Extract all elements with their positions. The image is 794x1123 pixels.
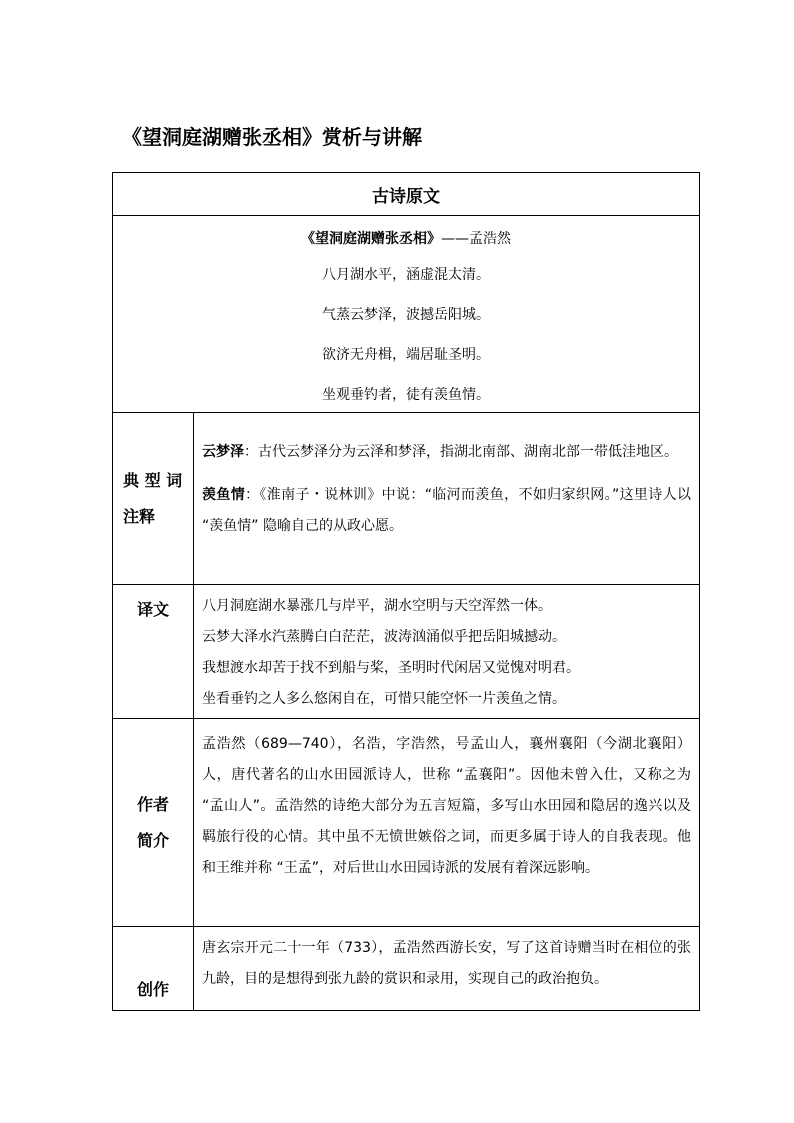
author-row (113, 719, 700, 927)
translation-line: 坐看垂钓之人多么悠闲自在，可惜只能空怀一片羡鱼之情。 (202, 691, 566, 707)
translation-label: 译文 (113, 585, 194, 719)
poem-line: 八月湖水平，涵虚混太清。 (322, 267, 490, 283)
terms-label-line2: 注释 (123, 506, 156, 526)
term-item (202, 480, 691, 542)
poem-author: ——孟浩然 (441, 231, 511, 247)
poem-title-line (113, 228, 699, 250)
translation-line: 我想渡水却苦于找不到船与桨，圣明时代闲居又觉愧对明君。 (202, 660, 580, 676)
original-header-row (113, 173, 700, 216)
term-name: 羡鱼情 (202, 487, 246, 503)
term-name: 云梦泽 (202, 444, 244, 460)
poem-title: 《望洞庭湖赠张丞相》 (301, 231, 441, 247)
analysis-table (112, 172, 700, 1011)
poem-line: 坐观垂钓者，徒有羡鱼情。 (322, 387, 490, 403)
term-definition: ：《淮南子・说林训》中说：“临河而羡鱼，不如归家织网。”这里诗人以 “羡鱼情” 隐喻自己的从政心愿。 (202, 487, 691, 534)
poem-line: 欲济无舟楫，端居耻圣明。 (322, 347, 490, 363)
creation-text: 唐玄宗开元二十一年（733），孟浩然西游长安，写了这首诗赠当时在相位的张九龄，目的是想得到张九龄的赏识和录用，实现自己的政治抱负。 (194, 927, 700, 1011)
terms-label-line1: 典 型 词 (123, 470, 183, 490)
term-definition: ：古代云梦泽分为云泽和梦泽，指湖北南部、湖南北部一带低洼地区。 (244, 444, 678, 460)
poem-row (113, 216, 700, 413)
author-label-cell (113, 719, 194, 927)
author-label-line1: 作者 (136, 794, 169, 814)
terms-label-cell (113, 413, 194, 585)
translation-content-cell (194, 585, 700, 719)
section-original-heading: 古诗原文 (113, 173, 700, 216)
translation-line: 云梦大泽水汽蒸腾白白茫茫，波涛汹涌似乎把岳阳城撼动。 (202, 629, 566, 645)
terms-content-cell (194, 413, 700, 585)
author-intro-text: 孟浩然（689—740），名浩，字浩然，号孟山人，襄州襄阳（今湖北襄阳）人，唐代著名的山水田园派诗人，世称 “孟襄阳”。因他未曾入仕，又称之为 “孟山人”。孟浩然的诗绝大部分为五言短篇，多写山水田园和隐居的逸兴以及羁旅行役的心情。其中虽不无愤世嫉俗之词，而更多属于诗人的自我表现。他和王维并称 “王孟”，对后世山水田园诗派的发展有着深远影响。 (194, 719, 700, 927)
creation-row (113, 927, 700, 1011)
terms-row (113, 413, 700, 585)
author-label-line2: 简介 (136, 830, 169, 850)
term-item (202, 425, 691, 468)
translation-line: 八月洞庭湖水暴涨几与岸平，湖水空明与天空浑然一体。 (202, 598, 552, 614)
creation-label: 创作 (113, 927, 194, 1011)
poem-line: 气蒸云梦泽，波撼岳阳城。 (322, 307, 490, 323)
translation-row (113, 585, 700, 719)
poem-cell (113, 216, 700, 413)
document-title: 《望洞庭湖赠张丞相》赏析与讲解 (122, 125, 422, 149)
